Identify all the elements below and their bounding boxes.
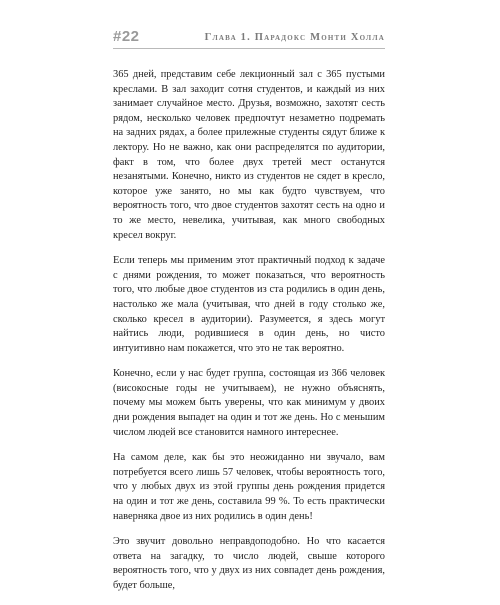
paragraph: Это звучит довольно неправдоподобно. Но что касается ответа на загадку, то число людей, свыше которого вероятность того, что у двух из них совпадет день рождения, будет больше, — [113, 536, 385, 591]
page-number: #22 — [113, 28, 140, 45]
paragraph: Конечно, если у нас будет группа, состоящая из 366 человек (високосные годы не учитываем), не нужно объяснять, почему мы можем быть уверены, что как минимум у двоих дни рождения выпадет на один и тот же день. Но с меньшим числом людей все становится намного интереснее. — [113, 368, 385, 438]
body-text — [113, 68, 385, 605]
header-divider — [113, 48, 385, 49]
page-header — [113, 26, 385, 48]
paragraph: 365 дней, представим себе лекционный зал с 365 пустыми креслами. В зал заходит сотня студентов, и каждый из них занимает случайное место. Друзья, возможно, захотят сесть рядом, несколько человек предпочтут незаметно подремать на задних рядах, а более прилежные студенты сядут ближе к лектору. Но не важно, как они распределятся по аудитории, факт в том, что более двух третей мест останутся незанятыми. Конечно, никто из студентов не сядет в кресло, которое уже занято, но мы как будто чувствуем, что вероятность того, что двое студентов захотят сесть на одно и то же место, невелика, учитывая, как много свободных кресел вокруг. — [113, 69, 385, 241]
chapter-title: Глава 1. Парадокс Монти Холла — [204, 32, 385, 43]
paragraph: Если теперь мы применим этот практичный подход к задаче с днями рождения, то может показаться, что вероятность того, что любые двое студентов из ста родились в один день, настолько же мала (учитывая, что дней в году столько же, сколько кресел в аудитории). Разумеется, я здесь могут найтись люди, родившиеся в один день, но чисто интуитивно нам покажется, что это не так вероятно. — [113, 255, 385, 354]
paragraph: На самом деле, как бы это неожиданно ни звучало, вам потребуется всего лишь 57 человек, чтобы вероятность того, что у любых двух из этой группы день рождения придется на один и тот же день, составила 99 %. То есть практически наверняка двое из них родились в один день! — [113, 452, 385, 522]
